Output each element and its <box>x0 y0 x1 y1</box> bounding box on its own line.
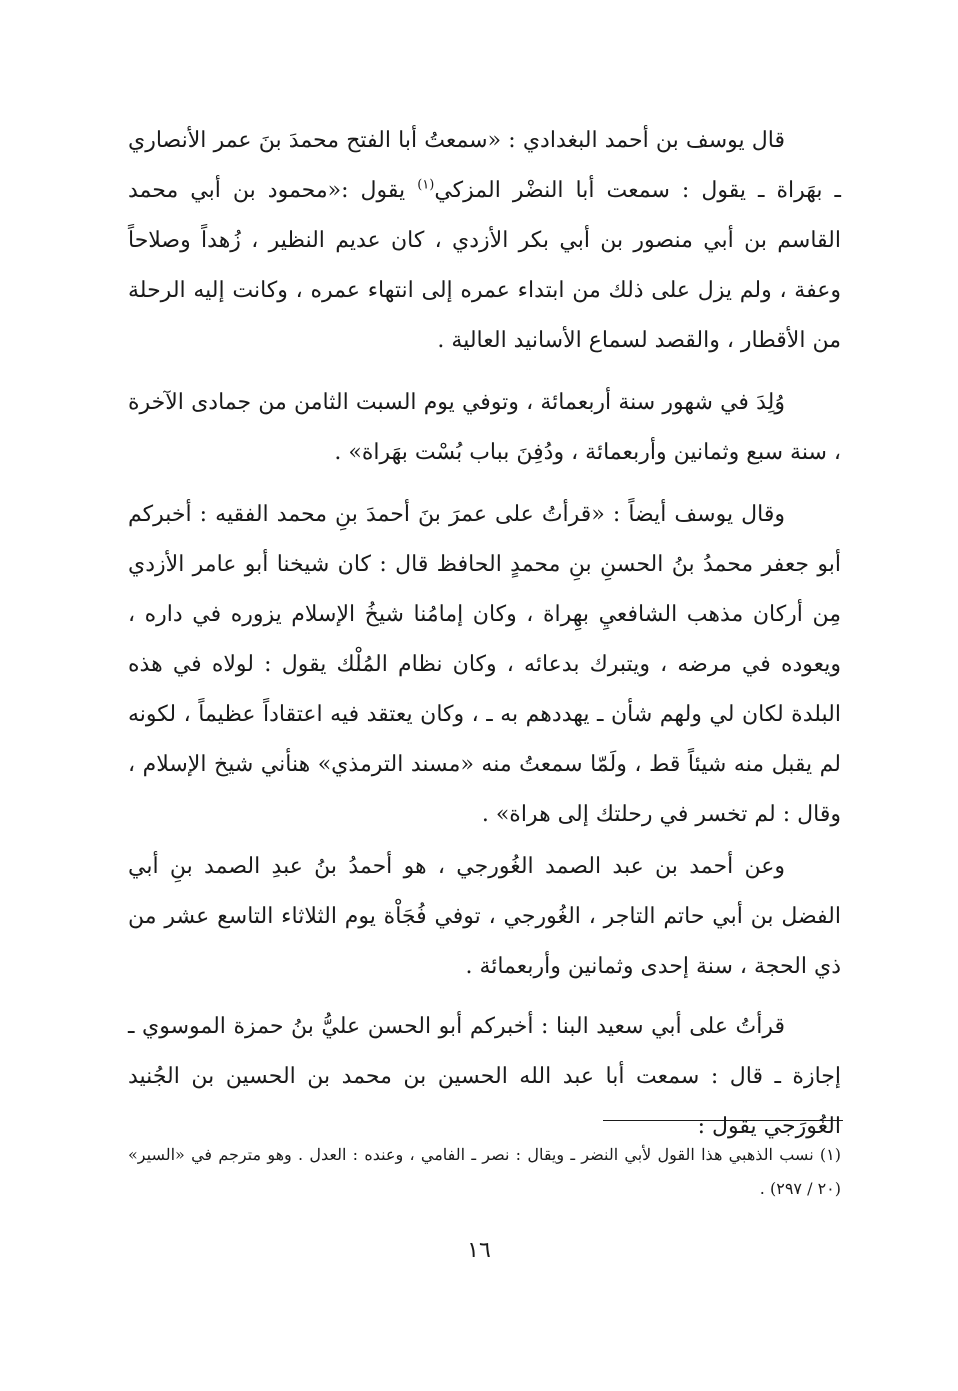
paragraph-2: وُلِدَ في شهور سنة أربعمائة ، وتوفي يوم السبت الثامن من جمادى الآخرة ، سنة سبع وثمانين وأربعمائة ، ودُفِنَ بباب بُسْت بهَراة» . <box>128 390 841 465</box>
paragraph-1 <box>128 116 841 366</box>
paragraph-5: قرأتُ على أبي سعيد البنا : أخبركم أبو الحسن عليُّ بنُ حمزة الموسوي ـ إجازة ـ قال : سمعت أبا عبد الله الحسين بن محمد بن الحسين بن الجُنيد الغُورَجي يقول : <box>128 1014 841 1139</box>
paragraph-1-text-a: قال يوسف بن أحمد البغدادي : «سمعتُ أبا الفتح محمدَ بنَ عمر الأنصاري ـ بهَراة ـ يقول : سمعت أبا النضْر المزكي <box>128 128 842 203</box>
page-number: ١٦ <box>467 1238 491 1263</box>
footnote-separator <box>603 1120 843 1121</box>
paragraph-3: وقال يوسف أيضاً : «قرأتُ على عمرَ بنَ أحمدَ بنِ محمد الفقيه : أخبركم أبو جعفر محمدُ بنُ الحسنِ بنِ محمدٍ الحافظ قال : كان شيخنا أبو عامر الأزدي مِن أركان مذهب الشافعيِ بهِراة ، وكان إمامُنا شيخُ الإسلام يزوره في داره ، ويعوده في مرضه ، ويتبرك بدعائه ، وكان نظام المُلْك يقول : لولاه في هذه البلدة لكان لي ولهم شأن ـ يهددهم به ـ ، وكان يعتقد فيه اعتقاداً عظيماً ، لكونه لم يقبل منه شيئاً قط ، ولَمّا سمعتُ منه «مسند الترمذي» هنأني شيخ الإسلام ، وقال : لم تخسر في رحلتك إلى هراة» . <box>128 502 841 827</box>
paragraph-1-text-b: يقول :«محمود بن أبي محمد القاسم بن أبي منصور بن أبي بكر الأزدي ، كان عديم النظير ، زُهداً وصلاحاً وعفة ، ولم يزل على ذلك من ابتداء عمره إلى انتهاء عمره ، وكانت إليه الرحلة من الأقطار ، والقصد لسماع الأسانيد العالية . <box>128 178 841 353</box>
paragraph-4: وعن أحمد بن عبد الصمد الغُورجي ، هو أحمدُ بنُ عبدِ الصمد بنِ أبي الفضل بن أبي حاتم التاجر ، الغُورجي ، توفي فُجَاْة يوم الثلاثاء التاسع عشر من ذي الحجة ، سنة إحدى وثمانين وأربعمائة . <box>128 854 841 979</box>
footnote: (١) نسب الذهبي هذا القول لأبي النضر ـ ويقال : نصر ـ الفامي ، وعنده : العدل . وهو مترجم في «السير» (٢٠ / ٢٩٧) . <box>128 1145 842 1198</box>
footnote-reference[interactable]: (١) <box>417 177 435 193</box>
